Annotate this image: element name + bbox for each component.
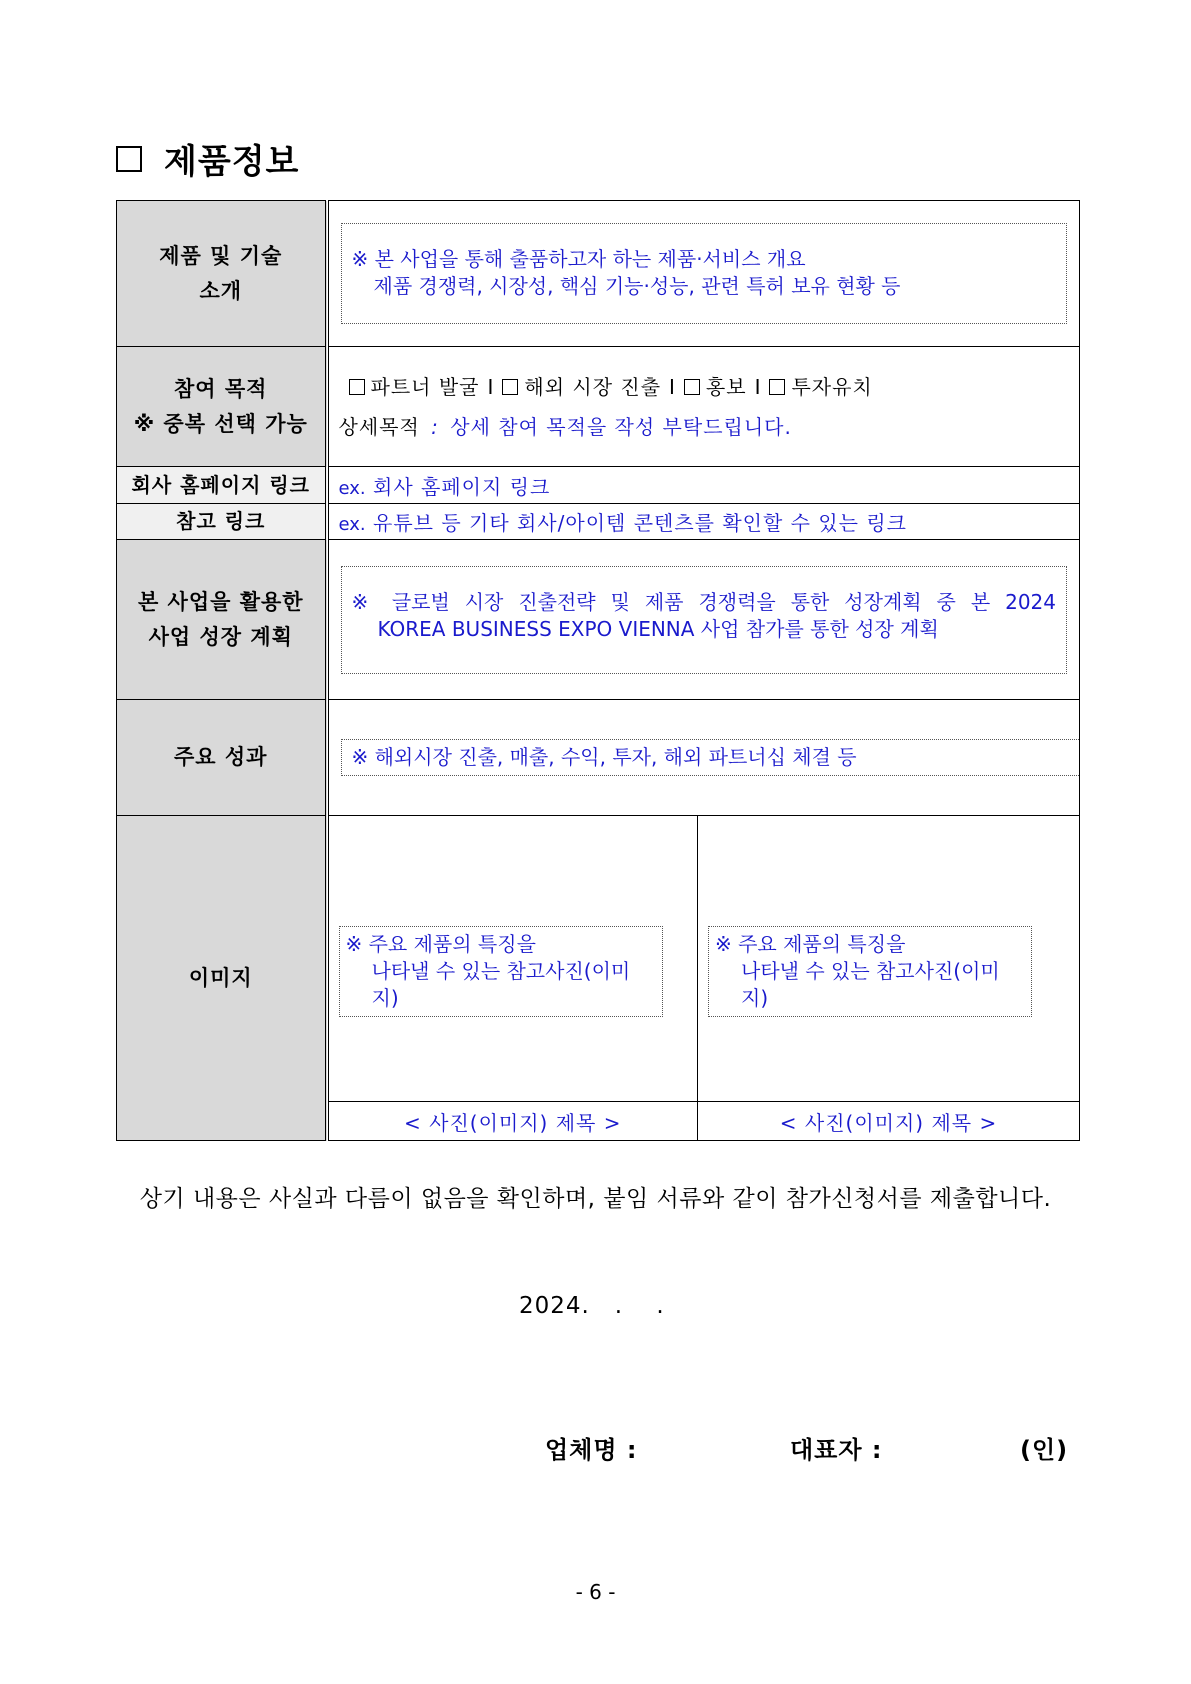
achievements-field[interactable]	[327, 700, 1080, 816]
row-homepage	[117, 467, 1080, 504]
row-purpose	[117, 347, 1080, 467]
checkbox-icon	[769, 379, 785, 395]
product-intro-field[interactable]	[327, 201, 1080, 347]
checkbox-icon	[684, 379, 700, 395]
image-slot-1[interactable]	[327, 816, 698, 1102]
label-reference: 참고 링크	[117, 504, 327, 540]
label-achievements: 주요 성과	[117, 700, 327, 816]
purpose-option-promotion[interactable]: 홍보	[684, 375, 747, 399]
purpose-detail[interactable]: 상세목적 : 상세 참여 목적을 작성 부탁드립니다.	[338, 414, 792, 439]
achievements-hint-box: ※ 해외시장 진출, 매출, 수익, 투자, 해외 파트너십 체결 등	[341, 739, 1080, 776]
row-product-intro	[117, 201, 1080, 347]
image-hint-box-1: ※ 주요 제품의 특징을 나타낼 수 있는 참고사진(이미지)	[339, 926, 663, 1017]
image-caption-1[interactable]: < 사진(이미지) 제목 >	[327, 1102, 698, 1141]
product-info-table	[116, 200, 1080, 1141]
section-title	[116, 134, 299, 183]
checkbox-icon	[349, 379, 365, 395]
purpose-options: 파트너 발굴 I 해외 시장 진출 I 홍보 I 투자유치	[329, 370, 1080, 404]
product-intro-hint-box: ※ 본 사업을 통해 출품하고자 하는 제품·서비스 개요 제품 경쟁력, 시장성, 핵심 기능·성능, 관련 특허 보유 현황 등	[341, 223, 1068, 324]
row-images	[117, 816, 1080, 1102]
purpose-option-partner[interactable]: 파트너 발굴	[349, 375, 480, 399]
row-growth-plan	[117, 540, 1080, 700]
purpose-field	[327, 347, 1080, 467]
row-achievements	[117, 700, 1080, 816]
submission-date: 2024. . .	[519, 1293, 665, 1319]
reference-field[interactable]: ex. 유튜브 등 기타 회사/아이템 콘텐츠를 확인할 수 있는 링크	[327, 504, 1080, 540]
label-product-intro: 제품 및 기술 소개	[117, 201, 327, 347]
label-purpose: 참여 목적 ※ 중복 선택 가능	[117, 347, 327, 467]
purpose-option-investment[interactable]: 투자유치	[769, 375, 872, 399]
checkbox-icon	[502, 379, 518, 395]
seal-mark: (인)	[1020, 1436, 1069, 1464]
section-title-text: 제품정보	[164, 142, 300, 182]
label-homepage: 회사 홈페이지 링크	[117, 467, 327, 504]
purpose-option-overseas[interactable]: 해외 시장 진출	[502, 375, 661, 399]
pledge-statement: 상기 내용은 사실과 다름이 없음을 확인하며, 붙임 서류와 같이 참가신청서를 제출합니다.	[139, 1186, 1052, 1212]
representative-label: 대표자 :	[790, 1436, 883, 1464]
checkbox-square-icon	[116, 146, 142, 172]
growth-plan-hint-box: ※ 글로벌 시장 진출전략 및 제품 경쟁력을 통한 성장계획 중 본 2024 KOREA BUSINESS EXPO VIENNA 사업 참가를 통한 성장 계획	[341, 566, 1068, 674]
image-hint-box-2: ※ 주요 제품의 특징을 나타낼 수 있는 참고사진(이미지)	[708, 926, 1032, 1017]
row-reference	[117, 504, 1080, 540]
image-caption-2[interactable]: < 사진(이미지) 제목 >	[698, 1102, 1080, 1141]
page-number: - 6 -	[575, 1580, 616, 1604]
growth-plan-field[interactable]	[327, 540, 1080, 700]
homepage-field[interactable]: ex. 회사 홈페이지 링크	[327, 467, 1080, 504]
company-name-label: 업체명 :	[545, 1436, 638, 1464]
label-growth-plan: 본 사업을 활용한 사업 성장 계획	[117, 540, 327, 700]
label-images: 이미지	[117, 816, 327, 1141]
image-slot-2[interactable]	[698, 816, 1080, 1102]
